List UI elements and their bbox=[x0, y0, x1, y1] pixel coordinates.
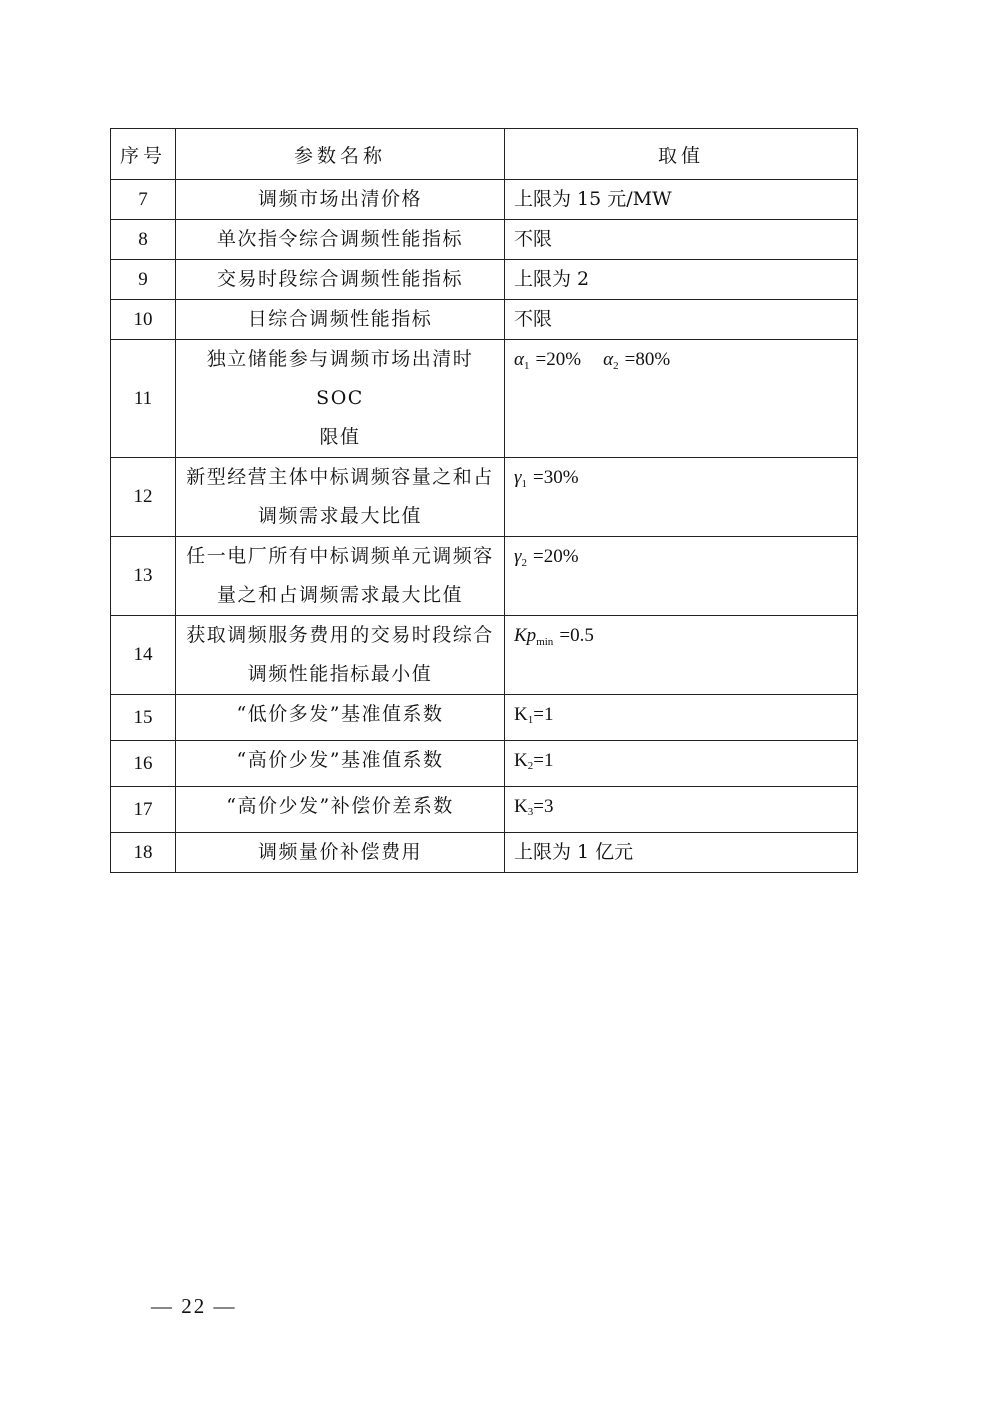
row-value: 上限为 15 元/MW bbox=[505, 180, 858, 220]
row-value bbox=[505, 695, 858, 741]
row-name bbox=[176, 537, 505, 616]
value-subscript: min bbox=[536, 636, 554, 648]
row-name: 日综合调频性能指标 bbox=[176, 300, 505, 340]
header-seq: 序号 bbox=[111, 129, 176, 180]
row-seq: 7 bbox=[111, 180, 176, 220]
row-name-line: 调频需求最大比值 bbox=[257, 505, 422, 527]
value-number: =3 bbox=[533, 796, 554, 817]
row-seq: 17 bbox=[111, 787, 176, 833]
value-number: =80% bbox=[624, 349, 671, 370]
row-value bbox=[505, 741, 858, 787]
row-name-line: 独立储能参与调频市场出清时 SOC bbox=[206, 348, 474, 409]
table-row bbox=[111, 180, 858, 220]
table-row bbox=[111, 260, 858, 300]
row-name: 调频量价补偿费用 bbox=[176, 833, 505, 873]
row-seq: 9 bbox=[111, 260, 176, 300]
table-row bbox=[111, 787, 858, 833]
row-value bbox=[505, 537, 858, 616]
parameter-table bbox=[110, 128, 858, 873]
row-value: 不限 bbox=[505, 300, 858, 340]
row-name-line: 任一电厂所有中标调频单元调频容 bbox=[186, 545, 494, 567]
row-seq: 16 bbox=[111, 741, 176, 787]
page-number: — 22 — bbox=[151, 1294, 237, 1318]
row-seq: 8 bbox=[111, 220, 176, 260]
row-seq: 18 bbox=[111, 833, 176, 873]
value-symbol: α bbox=[603, 349, 614, 370]
table-row bbox=[111, 220, 858, 260]
value-number: =1 bbox=[533, 750, 554, 771]
value-symbol: γ bbox=[514, 467, 522, 488]
row-name: 单次指令综合调频性能指标 bbox=[176, 220, 505, 260]
row-name-line: 调频性能指标最小值 bbox=[247, 663, 433, 685]
value-symbol: γ bbox=[514, 546, 522, 567]
value-subscript: 3 bbox=[527, 806, 534, 818]
row-name-line: 新型经营主体中标调频容量之和占 bbox=[186, 466, 494, 488]
row-name-line: 限值 bbox=[319, 426, 361, 448]
value-subscript: 2 bbox=[527, 760, 534, 772]
row-value bbox=[505, 787, 858, 833]
row-seq: 15 bbox=[111, 695, 176, 741]
table-header-row bbox=[111, 129, 858, 180]
row-name: “高价少发”基准值系数 bbox=[176, 741, 505, 787]
row-name: “高价少发”补偿价差系数 bbox=[176, 787, 505, 833]
table-row bbox=[111, 695, 858, 741]
value-subscript: 2 bbox=[613, 360, 619, 372]
row-name: “低价多发”基准值系数 bbox=[176, 695, 505, 741]
value-number: =0.5 bbox=[559, 625, 594, 646]
table-row bbox=[111, 537, 858, 616]
row-name-line: 量之和占调频需求最大比值 bbox=[216, 584, 463, 606]
row-name: 调频市场出清价格 bbox=[176, 180, 505, 220]
table-row bbox=[111, 616, 858, 695]
row-seq: 12 bbox=[111, 458, 176, 537]
header-name: 参数名称 bbox=[176, 129, 505, 180]
row-name bbox=[176, 616, 505, 695]
value-number: =30% bbox=[533, 467, 579, 488]
table-row bbox=[111, 300, 858, 340]
value-symbol: Kp bbox=[514, 625, 537, 646]
value-subscript: 1 bbox=[523, 360, 530, 372]
value-subscript: 2 bbox=[521, 557, 527, 569]
row-value bbox=[505, 616, 858, 695]
table-row bbox=[111, 833, 858, 873]
row-seq: 10 bbox=[111, 300, 176, 340]
value-symbol: K bbox=[514, 750, 528, 771]
value-number: =20% bbox=[535, 349, 582, 370]
value-number: =1 bbox=[533, 704, 554, 725]
row-value: 不限 bbox=[505, 220, 858, 260]
value-subscript: 1 bbox=[521, 478, 527, 490]
row-name bbox=[176, 340, 505, 458]
row-seq: 14 bbox=[111, 616, 176, 695]
value-symbol: α bbox=[514, 349, 524, 370]
table-row bbox=[111, 340, 858, 458]
row-seq: 11 bbox=[111, 340, 176, 458]
row-value: 上限为 2 bbox=[505, 260, 858, 300]
value-subscript: 1 bbox=[527, 714, 534, 726]
value-symbol: K bbox=[514, 796, 528, 817]
row-name-line: 获取调频服务费用的交易时段综合 bbox=[186, 624, 494, 646]
row-name bbox=[176, 458, 505, 537]
row-seq: 13 bbox=[111, 537, 176, 616]
table-row bbox=[111, 458, 858, 537]
row-name: 交易时段综合调频性能指标 bbox=[176, 260, 505, 300]
value-number: =20% bbox=[533, 546, 579, 567]
row-value bbox=[505, 458, 858, 537]
header-value: 取值 bbox=[505, 129, 858, 180]
row-value bbox=[505, 340, 858, 458]
table-row bbox=[111, 741, 858, 787]
value-symbol: K bbox=[514, 704, 528, 725]
row-value: 上限为 1 亿元 bbox=[505, 833, 858, 873]
